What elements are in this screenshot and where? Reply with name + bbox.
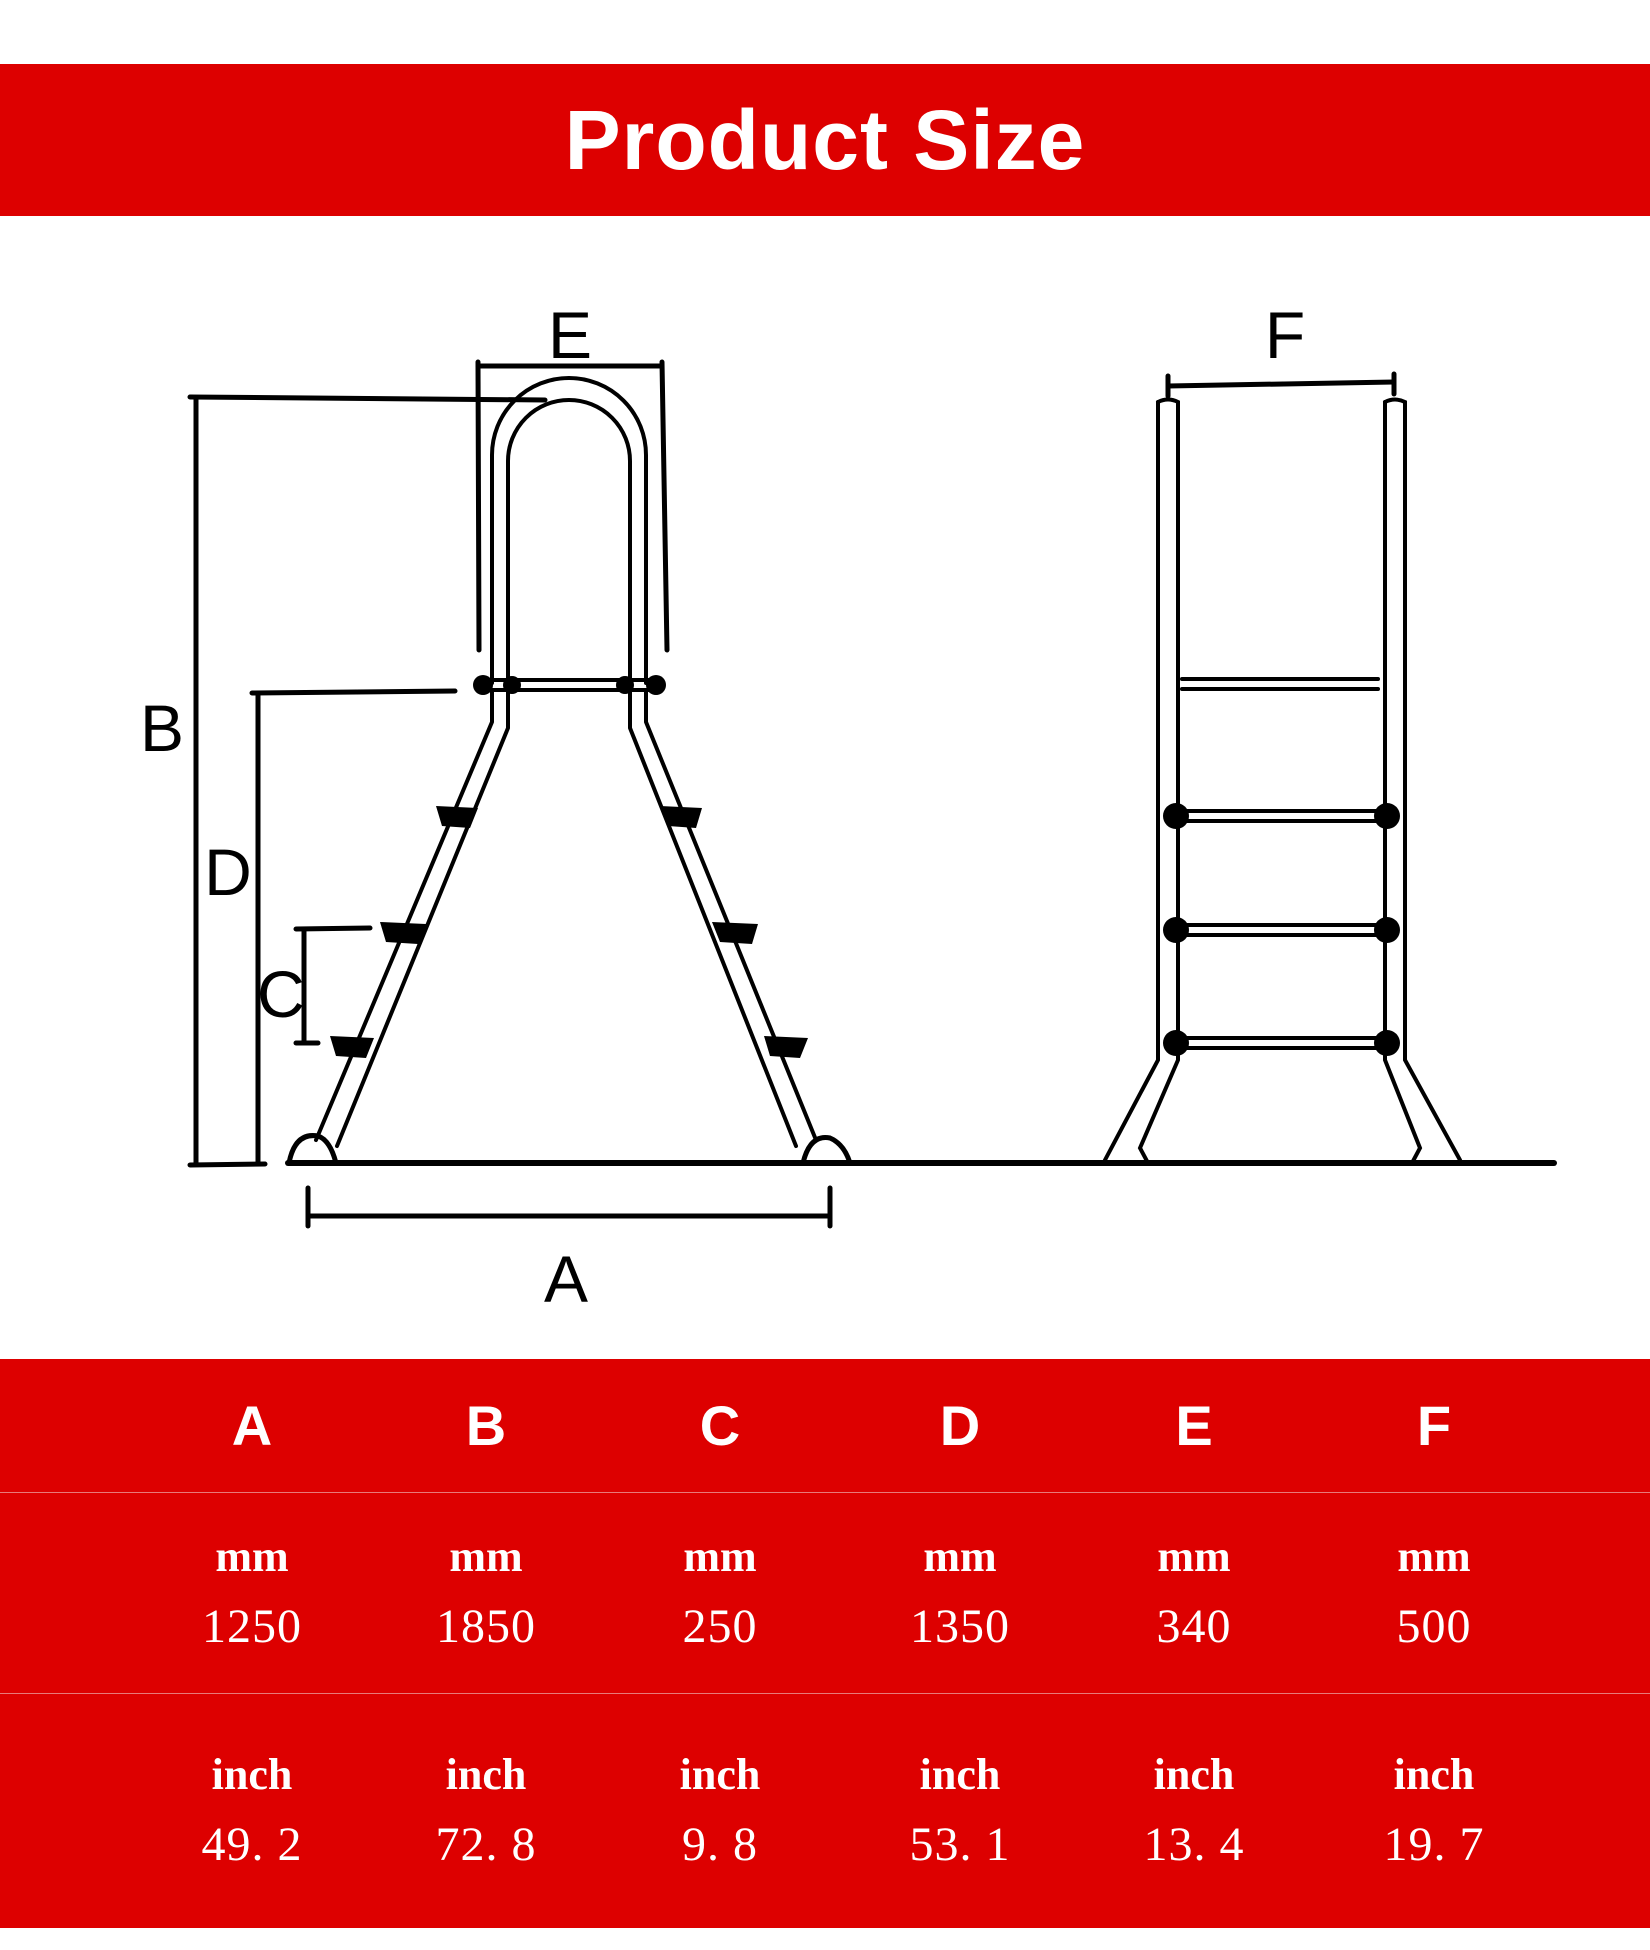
unit-label: mm — [449, 1532, 523, 1581]
label-c: C — [257, 957, 305, 1031]
dimension-value: 250 — [682, 1600, 758, 1653]
dimension-value: 1350 — [910, 1600, 1010, 1653]
dimension-value: 53. 1 — [909, 1818, 1011, 1871]
dimension-c-line — [296, 928, 370, 929]
table-cell — [376, 1694, 596, 1928]
dimension-value: 19. 7 — [1383, 1818, 1485, 1871]
front-view-rung-joints — [1163, 803, 1400, 1056]
table-row-inch — [0, 1694, 1650, 1928]
size-table — [0, 1359, 1650, 1928]
dimension-value: 1250 — [202, 1600, 302, 1653]
label-d: D — [204, 835, 252, 909]
unit-label: inch — [919, 1750, 1001, 1799]
label-b: B — [139, 691, 185, 765]
dimension-value: 500 — [1396, 1600, 1472, 1653]
title-banner — [0, 64, 1650, 216]
unit-label: inch — [445, 1750, 527, 1799]
table-cell — [142, 1493, 362, 1693]
dimension-value: 13. 4 — [1143, 1818, 1245, 1871]
unit-label: inch — [1393, 1750, 1475, 1799]
unit-label: mm — [215, 1532, 289, 1581]
unit-label: mm — [1397, 1532, 1471, 1581]
unit-label: inch — [679, 1750, 761, 1799]
dimension-f-line — [1168, 382, 1394, 386]
page-title: Product Size — [564, 92, 1086, 187]
unit-label: inch — [1153, 1750, 1235, 1799]
dimension-b-line — [190, 397, 545, 400]
table-header-cell: A — [231, 1394, 273, 1457]
dimension-value: 49. 2 — [201, 1818, 303, 1871]
dimension-value: 340 — [1156, 1600, 1232, 1653]
unit-label: mm — [1157, 1532, 1231, 1581]
table-header-row — [0, 1359, 1650, 1492]
right-foot — [803, 1138, 850, 1163]
unit-label: mm — [923, 1532, 997, 1581]
dimension-lines — [190, 362, 1394, 1226]
table-cell — [1324, 1694, 1544, 1928]
unit-label: inch — [211, 1750, 293, 1799]
table-cell — [142, 1694, 362, 1928]
ladder-dimension-diagram — [0, 216, 1650, 1359]
table-cell — [850, 1493, 1070, 1693]
table-cell — [1324, 1493, 1544, 1693]
table-cell — [610, 1694, 830, 1928]
table-cell — [1084, 1493, 1304, 1693]
dimension-value: 9. 8 — [682, 1818, 758, 1871]
left-foot — [289, 1136, 336, 1163]
label-a: A — [543, 1242, 589, 1316]
table-cell — [850, 1694, 1070, 1928]
table-header-cell: F — [1416, 1394, 1452, 1457]
table-header-cell: E — [1175, 1394, 1213, 1457]
unit-label: mm — [683, 1532, 757, 1581]
dimension-d-line — [252, 691, 455, 693]
table-header-cell: C — [699, 1394, 741, 1457]
table-cell — [610, 1493, 830, 1693]
label-e: E — [547, 298, 593, 372]
table-cell — [1084, 1694, 1304, 1928]
side-view-ladder — [316, 378, 816, 1146]
table-header-cell: B — [465, 1394, 507, 1457]
label-f: F — [1264, 298, 1306, 372]
dimension-value: 72. 8 — [435, 1818, 537, 1871]
front-view-ladder — [1105, 400, 1460, 1164]
dimension-value: 1850 — [436, 1600, 536, 1653]
table-header-cell: D — [939, 1394, 981, 1457]
table-row-mm — [0, 1493, 1650, 1693]
table-cell — [376, 1493, 596, 1693]
